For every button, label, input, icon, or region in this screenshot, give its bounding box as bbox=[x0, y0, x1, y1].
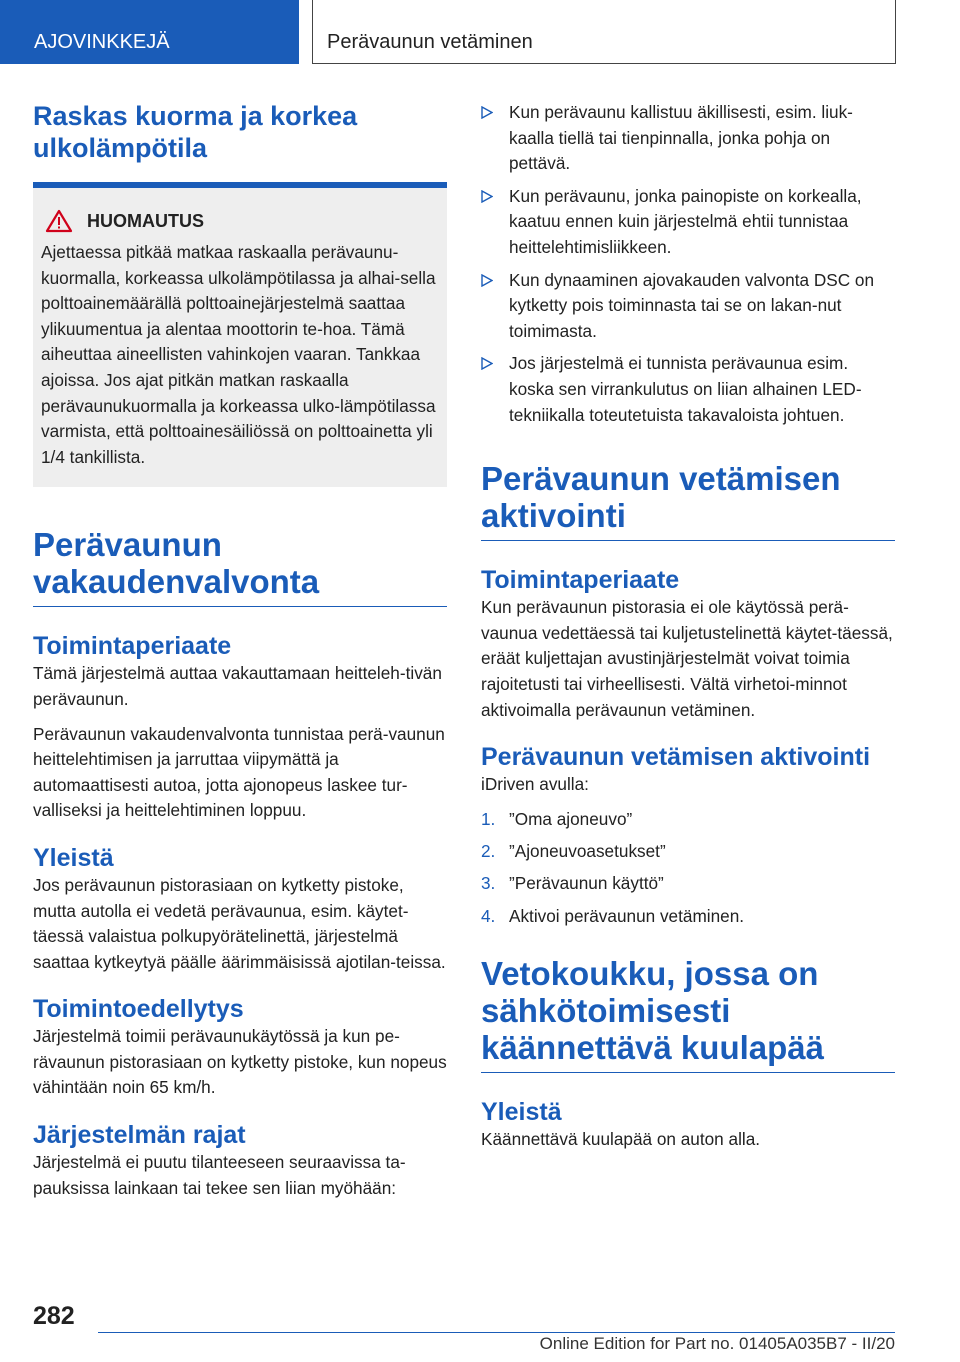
list-item-text: Kun perävaunu, jonka painopiste on korkealla, kaatuu ennen kuin järjestelmä ehtii tunnistaa heittelehtimisliikkeen. bbox=[509, 185, 862, 257]
triangle-bullet-icon bbox=[481, 274, 493, 287]
stability-title: Perävaunun vakaudenvalvonta bbox=[33, 526, 320, 601]
left-column bbox=[33, 100, 447, 1201]
triangle-bullet-icon bbox=[481, 357, 493, 370]
list-item bbox=[481, 268, 895, 345]
step-number: 1. bbox=[481, 808, 496, 829]
towbar-general-text: Käännettävä kuulapää on auton alla. bbox=[481, 1129, 761, 1150]
header-section: AJOVINKKEJÄ bbox=[0, 0, 299, 64]
stability-limits-text: Järjestelmä ei puutu tilanteeseen seuraavissa ta-pauksissa lainkaan tai tekee sen liian myöhään: bbox=[33, 1152, 406, 1198]
list-item bbox=[481, 184, 895, 261]
list-item-text: Kun dynaaminen ajovakauden valvonta DSC on kytketty pois toiminnasta tai se on lakan-nut toimimasta. bbox=[509, 269, 874, 341]
list-item bbox=[481, 100, 895, 177]
notice-text: Ajettaessa pitkää matkaa raskaalla perävaunu-kuormalla, korkeassa ulkolämpötilassa ja alhai-sella polttoainemäärällä polttoainejärjestelmä saattaa ylikuumentua ja alentaa moottorin te-hoa. Tämä aiheuttaa aineellisten vahinkojen vaaran. Tankkaa ajoissa. Jos ajat pitkän matkan raskaalla perävaunukuormalla ja korkeassa ulko-lämpötilassa varmista, että polttoainesäiliössä on polttoainetta yli 1/4 tankillista. bbox=[41, 242, 436, 467]
header-topic: Perävaunun vetäminen bbox=[312, 0, 896, 64]
list-item-text: Jos järjestelmä ei tunnista perävaunua esim. koska sen virrankulutus on liian alhainen LED-tekniikalla toteutetuista takavaloista johtuen. bbox=[509, 353, 862, 425]
section-rule bbox=[33, 606, 447, 607]
step-number: 3. bbox=[481, 873, 496, 894]
step-number: 2. bbox=[481, 841, 496, 862]
step-text: ”Perävaunun käyttö” bbox=[509, 873, 664, 894]
list-item bbox=[481, 807, 895, 833]
notice-header bbox=[41, 206, 439, 236]
list-item bbox=[481, 904, 895, 930]
triangle-bullet-icon bbox=[481, 106, 493, 119]
activation-principle-text: Kun perävaunun pistorasia ei ole käytössä perä-vaunua vedettäessä tai kuljetustelinettä käytet-täessä, eräät kuljettajan avustinjärjestelmät voivat toimia rajoitetusti tai virheellisesti. Vältä virhetoi-minnot aktivoimalla perävaunun vetäminen. bbox=[481, 597, 893, 720]
step-text: Aktivoi perävaunun vetäminen. bbox=[509, 905, 745, 926]
towbar-general-title: Yleistä bbox=[481, 1098, 562, 1127]
stability-principle-text-2: Perävaunun vakaudenvalvonta tunnistaa perä-vaunun heittelehtimisen ja jarruttaa viipymättä ja automaattisesti autoa, jotta ajonopeus laskee tur-valliseksi ja heittelehtiminen loppuu. bbox=[33, 723, 445, 821]
notice-label: HUOMAUTUS bbox=[87, 210, 204, 231]
section-rule bbox=[481, 1072, 895, 1073]
footer-edition: Online Edition for Part no. 01405A035B7 - II/20 bbox=[539, 1334, 895, 1353]
right-column bbox=[481, 100, 895, 1153]
list-item bbox=[481, 351, 895, 428]
footer-rule bbox=[98, 1332, 895, 1333]
list-item bbox=[481, 871, 895, 897]
heavy-load-title: Raskas kuorma ja korkea ulkolämpötila bbox=[33, 101, 358, 163]
stability-condition-title: Toimintoedellytys bbox=[33, 995, 244, 1024]
list-item bbox=[481, 839, 895, 865]
limits-list bbox=[481, 100, 895, 428]
stability-condition-text: Järjestelmä toimii perävaunukäytössä ja kun pe-rävaunun pistorasiaan on kytketty pistoke, kun nopeus vähintään noin 65 km/h. bbox=[33, 1026, 447, 1098]
notice-box bbox=[33, 182, 447, 487]
step-text: ”Oma ajoneuvo” bbox=[509, 808, 633, 829]
triangle-bullet-icon bbox=[481, 190, 493, 203]
activation-sub-title: Perävaunun vetämisen aktivointi bbox=[481, 743, 871, 772]
stability-limits-title: Järjestelmän rajat bbox=[33, 1121, 246, 1150]
warning-triangle-icon bbox=[45, 209, 73, 233]
activation-principle-title: Toimintaperiaate bbox=[481, 566, 680, 595]
step-number: 4. bbox=[481, 905, 496, 926]
stability-principle-text-1: Tämä järjestelmä auttaa vakauttamaan heitteleh-tivän perävaunun. bbox=[33, 663, 442, 709]
activation-intro: iDriven avulla: bbox=[481, 774, 589, 795]
stability-principle-title: Toimintaperiaate bbox=[33, 632, 232, 661]
activation-title: Perävaunun vetämisen aktivointi bbox=[481, 460, 841, 535]
activation-steps bbox=[481, 807, 895, 930]
stability-general-title: Yleistä bbox=[33, 843, 114, 872]
list-item-text: Kun perävaunu kallistuu äkillisesti, esim. liuk-kaalla tiellä tai tienpinnalla, jonka pohja on pettävä. bbox=[509, 102, 853, 174]
section-rule bbox=[481, 540, 895, 541]
page-number: 282 bbox=[33, 1302, 75, 1330]
towbar-title: Vetokoukku, jossa on sähkötoimisesti käännettävä kuulapää bbox=[481, 955, 824, 1067]
step-text: ”Ajoneuvoasetukset” bbox=[509, 841, 666, 862]
stability-general-text: Jos perävaunun pistorasiaan on kytketty pistoke, mutta autolla ei vedetä perävaunua, esim. käytet-täessä valaistua polkupyörätelinettä, järjestelmä saattaa kytkeytyä päälle äärimmäisissä ajotilan-teissa. bbox=[33, 874, 446, 972]
